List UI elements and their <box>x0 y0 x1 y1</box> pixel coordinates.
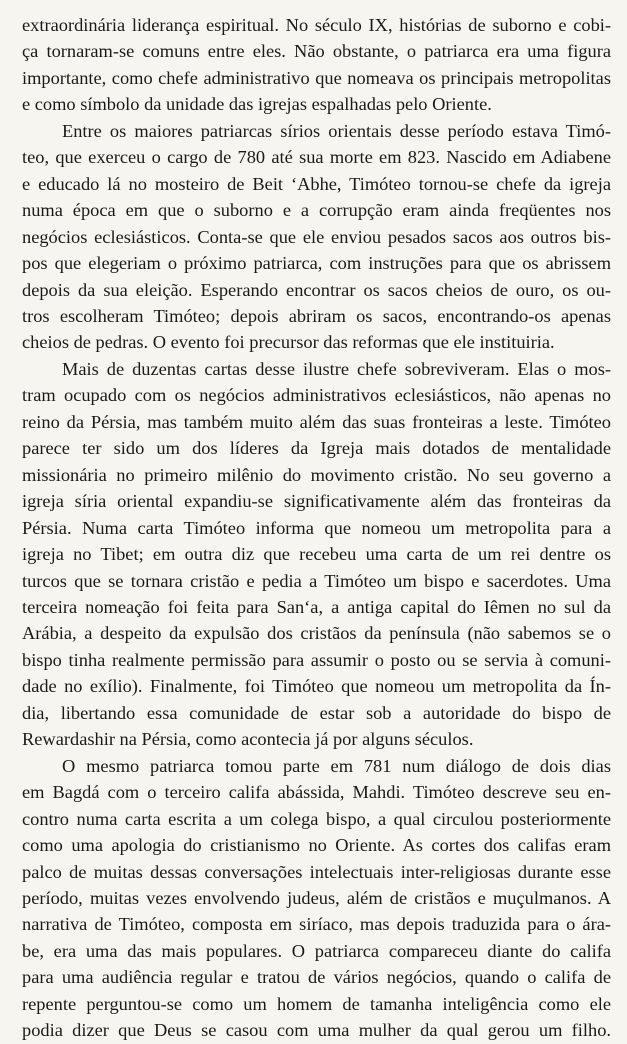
text-line: missionária no primeiro milênio do movimento cristão. No seu governo a <box>22 464 611 485</box>
text-line: em Bagdá com o terceiro califa abássida, Mahdi. Timóteo descreve seu en- <box>22 782 611 803</box>
text-line: podia dizer que Deus se casou com uma mulher da qual gerou um filho. <box>22 1020 611 1041</box>
text-line: bispo tinha realmente permissão para assumir o posto ou se servia à comuni- <box>22 649 611 670</box>
text-line: numa época em que o suborno e a corrupção eram ainda freqüentes nos <box>22 200 611 221</box>
text-line: teo, que exerceu o cargo de 780 até sua morte em 823. Nascido em Adiabene <box>22 147 611 168</box>
text-line: reino da Pérsia, mas também muito além das suas fronteiras a leste. Timóteo <box>22 411 611 432</box>
text-line: ça tornaram-se comuns entre eles. Não obstante, o patriarca era uma figura <box>22 41 611 62</box>
text-line: e como símbolo da unidade das igrejas espalhadas pelo Oriente. <box>22 94 492 115</box>
text-line: O mesmo patriarca tomou parte em 781 num diálogo de dois dias <box>62 755 611 776</box>
text-line: Arábia, a despeito da expulsão dos cristãos da península (não sabemos se o <box>22 623 611 644</box>
text-line: repente perguntou-se como um homem de tamanha inteligência como ele <box>22 993 611 1014</box>
text-line: Mais de duzentas cartas desse ilustre chefe sobreviveram. Elas o mos- <box>62 358 611 379</box>
text-line: igreja no Tibet; em outra diz que recebeu uma carta de um rei dentre os <box>22 544 611 565</box>
text-line: pos que elegeriam o próximo patriarca, com instruções para que os abrissem <box>22 253 611 274</box>
text-line: turcos que se tornara cristão e pedia a Timóteo um bispo e sacerdotes. Uma <box>22 570 611 591</box>
document-page <box>22 12 611 1044</box>
text-line: igreja síria oriental expandiu-se significativamente além das fronteiras da <box>22 491 611 512</box>
text-line: para uma audiência regular e tratou de vários negócios, quando o califa de <box>22 967 611 988</box>
paragraph-4 <box>22 753 611 1044</box>
text-line: tram ocupado com os negócios administrativos eclesiásticos, não apenas no <box>22 385 611 406</box>
text-line: extraordinária liderança espiritual. No século IX, histórias de suborno e cobi- <box>22 15 611 35</box>
text-line: e educado lá no mosteiro de Beit ‘Abhe, Timóteo tornou-se chefe da igreja <box>22 173 611 194</box>
text-line: dade no exílio). Finalmente, foi Timóteo que nomeou um metropolita da Ín- <box>22 676 611 697</box>
text-line: dia, libertando essa comunidade de estar sob a autoridade do bispo de <box>22 702 611 723</box>
text-line: be, era uma das mais populares. O patriarca compareceu diante do califa <box>22 940 611 961</box>
text-line: narrativa de Timóteo, composta em siríaco, mas depois traduzida para o ára- <box>22 914 611 935</box>
paragraph-1 <box>22 12 611 118</box>
text-line: Pérsia. Numa carta Timóteo informa que nomeou um metropolita para a <box>22 517 611 538</box>
paragraph-2 <box>22 118 611 356</box>
text-line: Rewardashir na Pérsia, como acontecia já por alguns séculos. <box>22 729 474 750</box>
text-line: depois da sua eleição. Esperando encontrar os sacos cheios de ouro, os ou- <box>22 279 611 300</box>
text-line: parece ter sido um dos líderes da Igreja mais dotados de mentalidade <box>22 438 611 459</box>
text-line: terceira nomeação foi feita para San‘a, a antiga capital do Iêmen no sul da <box>22 596 611 617</box>
text-line: contro numa carta escrita a um colega bispo, a qual circulou posteriormente <box>22 808 611 829</box>
text-line: Entre os maiores patriarcas sírios orientais desse período estava Timó- <box>62 120 611 141</box>
text-line: como uma apologia do cristianismo no Oriente. As cortes dos califas eram <box>22 835 611 856</box>
text-line: importante, como chefe administrativo que nomeava os principais metropolitas <box>22 67 611 88</box>
text-line: tros escolheram Timóteo; depois abriram os sacos, encontrando-os apenas <box>22 305 611 326</box>
text-line: período, muitas vezes envolvendo judeus, além de cristãos e muçulmanos. A <box>22 887 611 908</box>
text-line: negócios eclesiásticos. Conta-se que ele enviou pesados sacos aos outros bis- <box>22 226 611 247</box>
text-line: cheios de pedras. O evento foi precursor das reformas que ele instituiria. <box>22 332 555 353</box>
paragraph-3 <box>22 356 611 753</box>
text-line: palco de muitas dessas conversações intelectuais inter-religiosas durante esse <box>22 861 611 882</box>
